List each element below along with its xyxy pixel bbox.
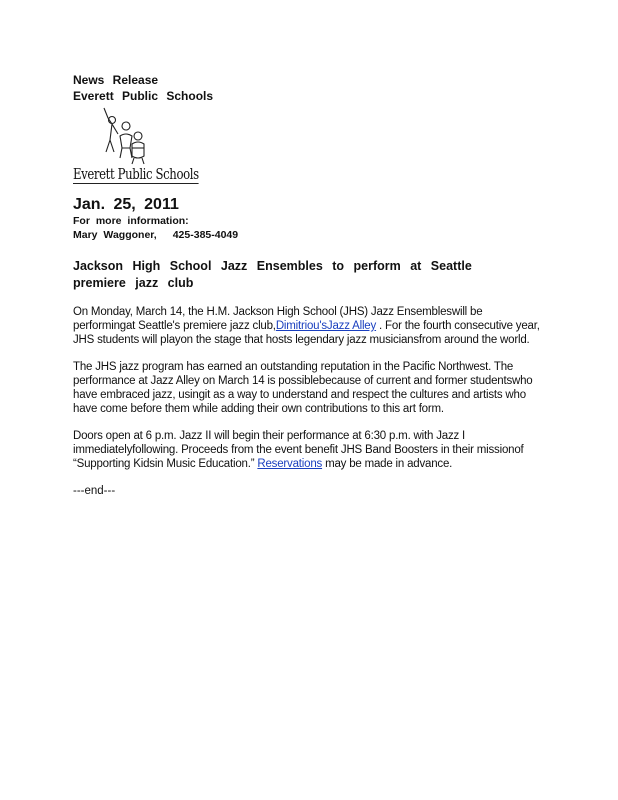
news-release-label: News Release: [73, 73, 159, 87]
reservations-link[interactable]: Reservations: [257, 458, 323, 470]
contact-label: For more information:: [73, 215, 189, 227]
paragraph-3-text-end: may be made in advance.: [322, 458, 453, 470]
contact-phone: 425-385-4049: [172, 229, 239, 241]
news-release-page: [73, 72, 543, 497]
district-logo: [73, 106, 199, 186]
contact-name: Mary Waggoner,: [73, 229, 157, 241]
contact-info: [73, 214, 543, 242]
headline: Jackson High School Jazz Ensembles to perform at Seattle premiere jazz club: [73, 259, 472, 290]
paragraph-3-text-start: Doors open at 6 p.m. Jazz II will begin their performance at 6:30 p.m. with Jazz I immediatelyfollowing. Proceeds from the event benefit JHS Band Boosters in their missionof “Supporting Kidsin Music Education.”: [73, 430, 524, 470]
children-figures-icon: [98, 106, 158, 166]
logo-wordmark: Everett Public Schools: [73, 165, 199, 183]
paragraph-3: [73, 429, 543, 471]
release-header: [73, 72, 543, 104]
district-name: Everett Public Schools: [73, 89, 214, 103]
paragraph-1: [73, 305, 543, 347]
paragraph-1-text-end: . For the fourth consecutive year, JHS students will playon the stage that hosts legendary jazz musiciansfrom around the world.: [73, 320, 540, 346]
release-date: Jan. 25, 2011: [73, 196, 179, 213]
paragraph-1-text-start: On Monday, March 14, the H.M. Jackson High School (JHS) Jazz Ensembleswill be performingat Seattle's premiere jazz club,: [73, 306, 483, 332]
end-marker: ---end---: [73, 485, 116, 497]
paragraph-2: The JHS jazz program has earned an outstanding reputation in the Pacific Northwest. The performance at Jazz Alley on March 14 is possiblebecause of current and former studentswho have embraced jazz, usingit as a way to understand and respect the cultures and artists who have come before them while adding their own contributions to this art form.: [73, 361, 533, 415]
jazz-alley-link[interactable]: Dimitriou'sJazz Alley: [275, 320, 377, 332]
